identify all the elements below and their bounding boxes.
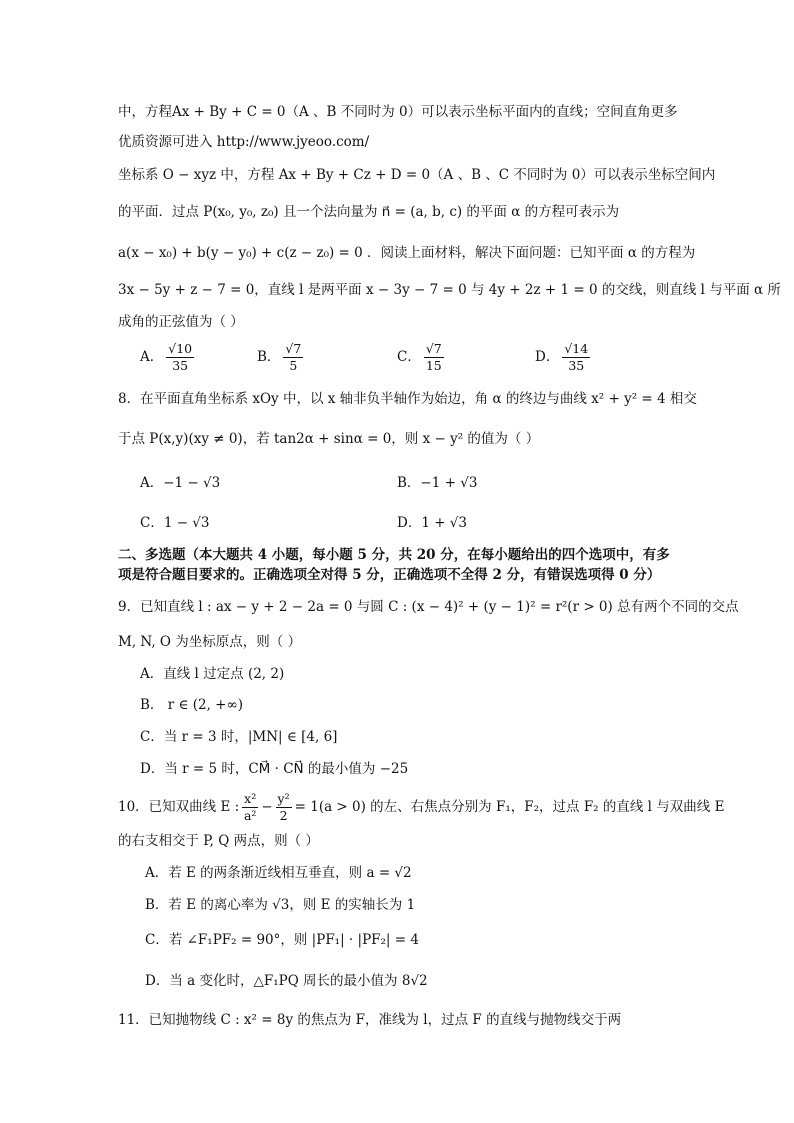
fraction: [166, 341, 194, 374]
fraction: [562, 341, 590, 374]
denominator: 35: [568, 358, 585, 373]
option-label: B．: [257, 349, 281, 365]
option-a: A．直线 l 过定点 (2, 2): [140, 666, 285, 682]
numerator: √14: [564, 341, 589, 356]
option-d: D．当 a 变化时，△F₁PQ 周长的最小值为 8√2: [145, 973, 428, 989]
fraction: [424, 341, 444, 374]
option-d: D．1 + √3: [397, 515, 467, 531]
question-10-line: [118, 790, 724, 824]
text-line: 坐标系 O − xyz 中，方程 Ax + By + Cz + D = 0（A 、B 、C 不同时为 0）可以表示坐标空间内: [118, 167, 716, 183]
denominator: 5: [289, 358, 298, 373]
text-line: a(x − x₀) + b(y − y₀) + c(z − z₀) = 0 ．阅读上面材料，解决下面问题：已知平面 α 的方程为: [118, 245, 696, 261]
question-9-line: 9．已知直线 l : ax − y + 2 − 2a = 0 与圆 C : (x − 4)² + (y − 1)² = r²(r > 0) 总有两个不同的交点: [118, 599, 739, 615]
question-10-suffix: = 1(a > 0) 的左、右焦点分别为 F₁，F₂，过点 F₂ 的直线 l 与双曲线 E: [294, 799, 725, 815]
option-c: C．若 ∠F₁PF₂ = 90°，则 |PF₁| · |PF₂| = 4: [145, 932, 419, 948]
text-line: 的平面．过点 P(x₀, y₀, z₀) 且一个法向量为 n⃗ = (a, b, c) 的平面 α 的方程可表示为: [118, 204, 620, 220]
option-b: B．−1 + √3: [397, 475, 478, 491]
option-c: C．1 − √3: [140, 515, 210, 531]
minus-sign: −: [261, 799, 273, 815]
option-b: [257, 341, 306, 374]
question-9-line: M, N, O 为坐标原点，则（ ）: [118, 634, 302, 650]
fraction: [283, 341, 303, 374]
option-d: [535, 341, 593, 374]
question-10-prefix: 10．已知双曲线 E :: [118, 799, 240, 815]
text-line: 3x − 5y + z − 7 = 0，直线 l 是两平面 x − 3y − 7 = 0 与 4y + 2z + 1 = 0 的交线，则直线 l 与平面 α 所: [118, 282, 781, 298]
numerator: x²: [244, 791, 257, 806]
option-c: [397, 341, 447, 374]
section-heading: 项是符合题目要求的。正确选项全对得 5 分，正确选项不全得 2 分，有错误选项得 0 分）: [118, 567, 661, 583]
question-8-line: 8．在平面直角坐标系 xOy 中，以 x 轴非负半轴作为始边，角 α 的终边与曲线 x² + y² = 4 相交: [118, 391, 697, 407]
option-label: A．: [140, 349, 164, 365]
question-11-line: 11．已知抛物线 C : x² = 8y 的焦点为 F，准线为 l，过点 F 的直线与抛物线交于两: [118, 1012, 622, 1028]
option-a: A．−1 − √3: [140, 475, 221, 491]
section-heading: 二、多选题（本大题共 4 小题，每小题 5 分，共 20 分，在每小题给出的四个选项中，有多: [118, 547, 670, 563]
option-a: A．若 E 的两条渐近线相互垂直，则 a = √2: [145, 865, 412, 881]
option-a: [140, 341, 197, 374]
text-line: 优质资源可进入 http://www.jyeoo.com/: [118, 134, 370, 150]
fraction: [242, 791, 258, 824]
question-10-line: 的右支相交于 P, Q 两点，则（ ）: [118, 833, 319, 849]
option-d: D．当 r = 5 时，CM⃗ · CN⃗ 的最小值为 −25: [140, 761, 409, 777]
denominator: 2: [279, 808, 288, 823]
option-c: C．当 r = 3 时，|MN| ∈ [4, 6]: [140, 729, 338, 745]
option-label: C．: [397, 349, 421, 365]
option-b: B．若 E 的离心率为 √3，则 E 的实轴长为 1: [145, 897, 416, 913]
fraction: [276, 791, 292, 824]
denominator: 15: [425, 358, 442, 373]
numerator: √7: [425, 341, 442, 356]
option-label: D．: [535, 349, 560, 365]
numerator: y²: [277, 791, 290, 806]
denominator: 35: [172, 358, 189, 373]
question-8-line: 于点 P(x,y)(xy ≠ 0)，若 tan2α + sinα = 0，则 x − y² 的值为（ ）: [118, 431, 540, 447]
numerator: √7: [285, 341, 302, 356]
option-b: B． r ∈ (2, +∞): [140, 697, 244, 713]
numerator: √10: [168, 341, 193, 356]
text-line: 成角的正弦值为（ ）: [118, 314, 244, 330]
denominator: a²: [243, 808, 257, 823]
text-line: 中，方程Ax + By + C = 0（A 、B 不同时为 0）可以表示坐标平面内的直线；空间直角更多: [118, 104, 678, 120]
